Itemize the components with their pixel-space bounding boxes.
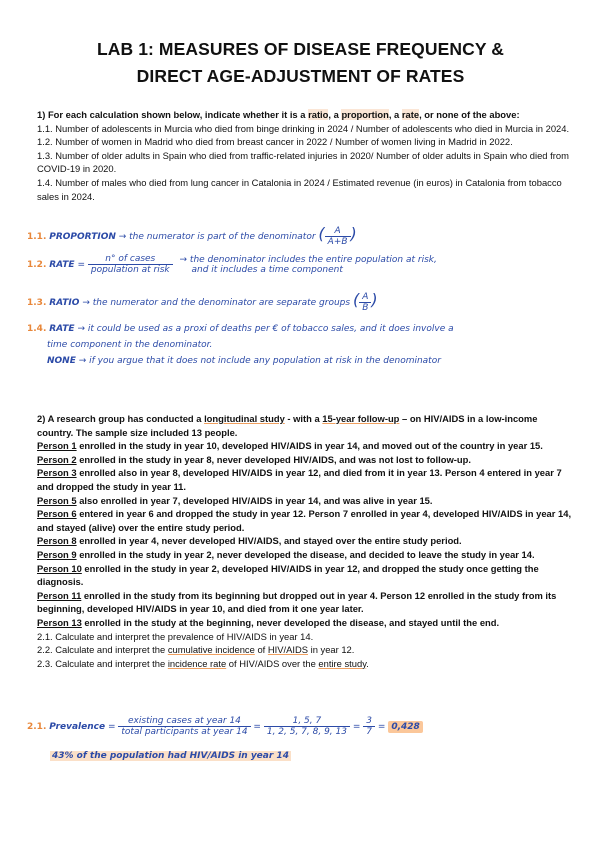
- page-title: [0, 36, 601, 90]
- fraction-cases-over-population: $\frac{\text{n° of cases}}{\text{population at risk}}$: [88, 254, 173, 275]
- word-proportion: proportion: [341, 109, 389, 120]
- fraction-a-over-b: $\frac{A}{B}$: [359, 292, 371, 313]
- title-line-2: DIRECT AGE-ADJUSTMENT OF RATES: [136, 66, 465, 86]
- question-1-item-4: 1.4. Number of males who died from lung cancer in Catalonia in 2024 / Estimated revenue (in euros) in Catalonia from tobacco sales in 2024.: [37, 176, 562, 202]
- question-2: [37, 412, 572, 670]
- answer-1-3: 1.3. RATIO → the numerator and the denominator are separate groups ( $\frac{A}{B}$ ): [27, 290, 378, 313]
- person-8: Person 8 enrolled in year 4, never developed HIV/AIDS, and stayed over the entire study period.: [37, 535, 462, 547]
- question-2-1: 2.1. Calculate and interpret the prevalence of HIV/AIDS in year 14.: [37, 630, 314, 642]
- question-1-prompt: 1) For each calculation shown below, indicate whether it is a ratio, a proportion, a rate, or none of the above:: [37, 109, 520, 120]
- answer-2-1-interpretation: 43% of the population had HIV/AIDS in year 14: [52, 751, 289, 761]
- person-10: Person 10 enrolled in the study in year 2, developed HIV/AIDS in year 12, and dropped the study once getting the diagnosis.: [37, 562, 539, 588]
- question-2-3: 2.3. Calculate and interpret the incidence rate of HIV/AIDS over the entire study.: [37, 657, 369, 669]
- fraction-3-over-7: $\frac{3}{7}$: [363, 716, 375, 737]
- person-5: Person 5 also enrolled in year 7, developed HIV/AIDS in year 14, and was alive in year 15.: [37, 494, 433, 506]
- question-2-intro: 2) A research group has conducted a longitudinal study - with a 15-year follow-up – on HIV/AIDS in a low-income country. The sample size included 13 people.: [37, 413, 538, 438]
- question-1-item-2: 1.2. Number of women in Madrid who died from breast cancer in 2022 / Number of women living in Madrid in 2022.: [37, 136, 513, 148]
- person-1: Person 1 enrolled in the study in year 10, developed HIV/AIDS in year 14, and moved out of the country in year 15.: [37, 440, 543, 452]
- fraction-a-over-a-plus-b: $\frac{A}{A+B}$: [325, 226, 351, 247]
- answer-1-2: 1.2. RATE = $\frac{\text{n° of cases}}{\text{population at risk}}$ → the denominator includes the entire population at risk, and it includes a time component: [27, 254, 437, 275]
- question-1: [37, 108, 572, 203]
- answer-1-1: 1.1. PROPORTION → the numerator is part of the denominator ( $\frac{A}{A+B}$ ): [27, 224, 357, 247]
- question-2-2: 2.2. Calculate and interpret the cumulative incidence of HIV/AIDS in year 12.: [37, 644, 355, 656]
- person-11: Person 11 enrolled in the study from its beginning but dropped out in year 4. Person 12 enrolled in the study from its beginning, developed HIV/AIDS in year 10, and died from it one year later.: [37, 589, 557, 615]
- title-line-1: LAB 1: MEASURES OF DISEASE FREQUENCY &: [96, 39, 504, 59]
- answer-2-1: 2.1. Prevalence = $\frac{\text{existing cases at year 14}}{\text{total participants at year 14}}$ = $\frac{1, 5, 7}{1, 2, 5, 7, 8, 9, 13}$ = $\frac{3}{7}$ = 0,428: [27, 716, 423, 737]
- word-rate: rate: [401, 109, 420, 120]
- person-6: Person 6 entered in year 6 and dropped the study in year 12. Person 7 enrolled in year 4, developed HIV/AIDS in year 14, and stayed (alive) over the entire study period.: [37, 508, 572, 533]
- word-ratio: ratio: [308, 109, 329, 120]
- person-2: Person 2 enrolled in the study in year 8, never developed HIV/AIDS, and was not lost to follow-up.: [37, 453, 471, 465]
- question-1-item-3: 1.3. Number of older adults in Spain who died from traffic-related injuries in 2020/ Number of older adults in Spain who died from COVID-19 in 2020.: [37, 149, 569, 175]
- person-13: Person 13 enrolled in the study at the beginning, never developed the disease, and stayed until the end.: [37, 616, 500, 628]
- prevalence-result: 0,428: [388, 721, 422, 733]
- person-3: Person 3 enrolled also in year 8, developed HIV/AIDS in year 12, and died from it in year 13. Person 4 entered in year 7 and dropped the study in year 11.: [37, 467, 562, 492]
- person-9: Person 9 enrolled in the study in year 2, never developed the disease, and decided to leave the study in year 14.: [37, 548, 535, 560]
- fraction-cases-list: $\frac{1, 5, 7}{1, 2, 5, 7, 8, 9, 13}$: [264, 716, 350, 737]
- answer-1-4: 1.4. RATE → it could be used as a proxi of deaths per € of tobacco sales, and it does involve a time component in the denominator. NONE → if you argue that it does not include any population at risk in the denominator: [27, 324, 454, 366]
- fraction-existing-over-total: $\frac{\text{existing cases at year 14}}{\text{total participants at year 14}}$: [118, 716, 250, 737]
- question-1-item-1: 1.1. Number of adolescents in Murcia who died from binge drinking in 2024 / Number of adolescents who died in Murcia in 2024.: [37, 122, 570, 134]
